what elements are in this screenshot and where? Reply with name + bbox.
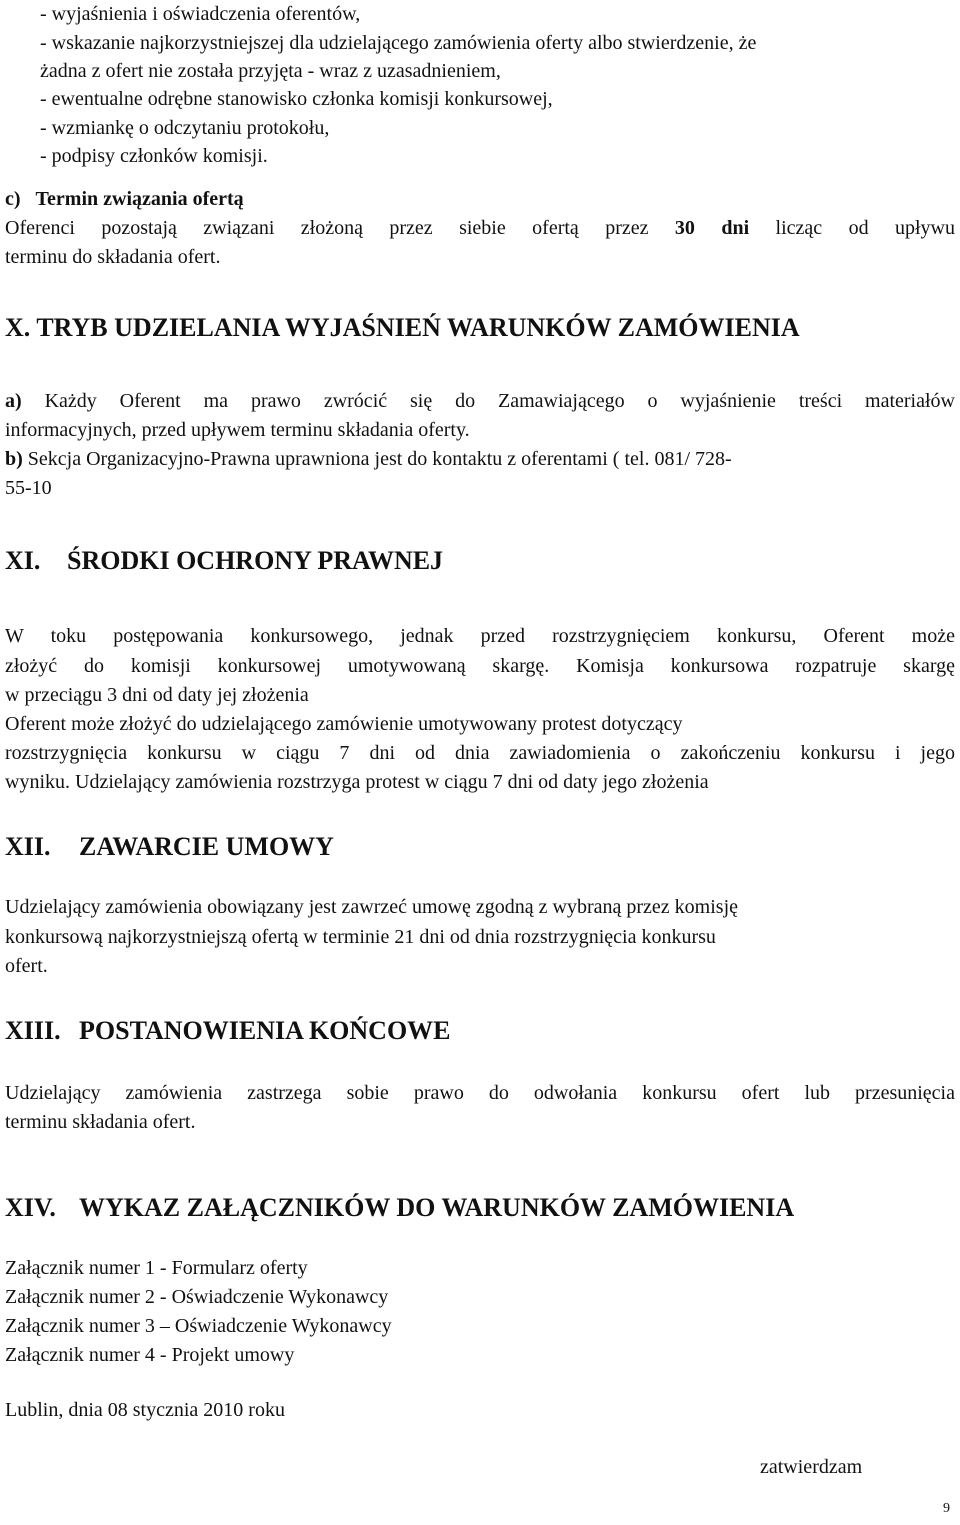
text-run: Każdy Oferent ma prawo zwrócić się do Zamawiającego o wyjaśnienie treści materiałów xyxy=(21,390,955,412)
list-item: - podpisy członków komisji. xyxy=(40,145,268,167)
section-number: XIV. xyxy=(5,1193,56,1222)
section-title: ŚRODKI OCHRONY PRAWNEJ xyxy=(67,546,444,575)
section-x-a-line: informacyjnych, przed upływem terminu składania oferty. xyxy=(5,419,470,441)
paragraph-line: wyniku. Udzielający zamówienia rozstrzyga protest w ciągu 7 dni od daty jego złożenia xyxy=(5,771,709,793)
section-xi-heading xyxy=(5,545,443,577)
section-number: XIII. xyxy=(5,1016,61,1045)
subsection-c-label: c) xyxy=(5,188,21,210)
section-title: WYKAZ ZAŁĄCZNIKÓW DO WARUNKÓW ZAMÓWIENIA xyxy=(79,1193,795,1222)
paragraph-line: terminu składania ofert. xyxy=(5,1111,196,1133)
text-run: Sekcja Organizacyjno-Prawna uprawniona jest do kontaktu z oferentami ( tel. 081/ 728- xyxy=(22,448,732,470)
item-label: b) xyxy=(5,448,23,470)
section-number: XII. xyxy=(5,832,51,861)
section-title: ZAWARCIE UMOWY xyxy=(79,832,334,861)
subsection-c-line: terminu do składania ofert. xyxy=(5,246,221,268)
section-title: TRYB UDZIELANIA WYJAŚNIEŃ WARUNKÓW ZAMÓWIENIA xyxy=(36,313,800,342)
subsection-c-line xyxy=(5,214,955,243)
approval-text: zatwierdzam xyxy=(760,1456,863,1478)
attachment-item: Załącznik numer 1 - Formularz oferty xyxy=(5,1257,308,1279)
subsection-c-heading xyxy=(5,185,244,214)
paragraph-line: konkursową najkorzystniejszą ofertą w terminie 21 dni od dnia rozstrzygnięcia konkursu xyxy=(5,926,716,948)
page-number: 9 xyxy=(943,1501,950,1516)
section-xii-heading xyxy=(5,831,334,863)
paragraph-line: Udzielający zamówienia zastrzega sobie prawo do odwołania konkursu ofert lub przesunięcia xyxy=(5,1082,955,1104)
text-run: Oferenci pozostają związani złożoną przez siebie ofertą przez xyxy=(5,217,675,239)
list-item: - ewentualne odrębne stanowisko członka komisji konkursowej, xyxy=(40,88,553,110)
list-item: - wskazanie najkorzystniejszej dla udzielającego zamówienia oferty albo stwierdzenie, że xyxy=(40,32,757,54)
list-item: żadna z ofert nie została przyjęta - wraz z uzasadnieniem, xyxy=(40,60,501,82)
section-number: X. xyxy=(5,313,31,342)
paragraph-line: rozstrzygnięcia konkursu w ciągu 7 dni od dnia zawiadomienia o zakończeniu konkursu i jego xyxy=(5,742,955,764)
list-item: - wzmiankę o odczytaniu protokołu, xyxy=(40,117,330,139)
section-xiii-heading xyxy=(5,1015,451,1047)
section-x-heading xyxy=(5,312,800,344)
paragraph-line: złożyć do komisji konkursowej umotywowaną skargę. Komisja konkursowa rozpatruje skargę xyxy=(5,655,955,677)
section-title: POSTANOWIENIA KOŃCOWE xyxy=(79,1016,451,1045)
attachment-item: Załącznik numer 2 - Oświadczenie Wykonawcy xyxy=(5,1286,389,1308)
place-date: Lublin, dnia 08 stycznia 2010 roku xyxy=(5,1399,285,1421)
list-item: - wyjaśnienia i oświadczenia oferentów, xyxy=(40,3,361,25)
attachment-item: Załącznik numer 4 - Projekt umowy xyxy=(5,1344,295,1366)
text-run: licząc od upływu xyxy=(749,217,955,239)
section-number: XI. xyxy=(5,546,41,575)
subsection-c-title: Termin związania ofertą xyxy=(35,188,244,210)
paragraph-line: w przeciągu 3 dni od daty jej złożenia xyxy=(5,684,309,706)
section-x-b-line: 55-10 xyxy=(5,477,52,499)
paragraph-line: ofert. xyxy=(5,955,48,977)
paragraph-line: W toku postępowania konkursowego, jednak przed rozstrzygnięciem konkursu, Oferent może xyxy=(5,625,955,647)
section-xiv-heading xyxy=(5,1192,794,1224)
section-x-b-line xyxy=(5,445,732,474)
attachment-item: Załącznik numer 3 – Oświadczenie Wykonawcy xyxy=(5,1315,392,1337)
paragraph-line: Udzielający zamówienia obowiązany jest zawrzeć umowę zgodną z wybraną przez komisję xyxy=(5,896,738,918)
paragraph-line: Oferent może złożyć do udzielającego zamówienie umotywowany protest dotyczący xyxy=(5,713,683,735)
bold-text-run: 30 dni xyxy=(674,217,750,239)
item-label: a) xyxy=(5,390,22,412)
section-x-a-line xyxy=(5,387,955,416)
